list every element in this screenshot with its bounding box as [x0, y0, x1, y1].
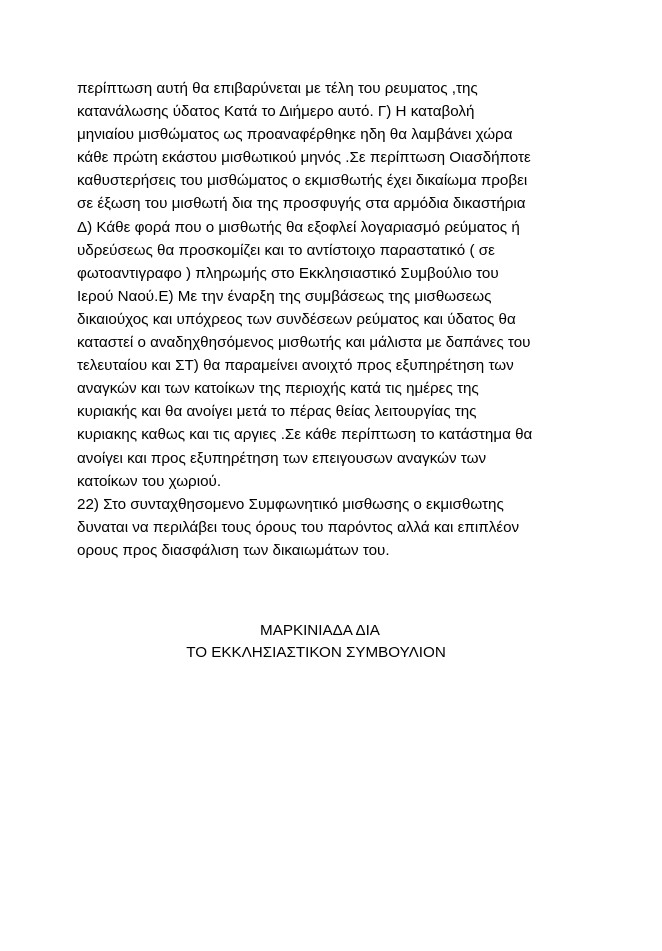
text-line: υδρεύσεως θα προσκομίζει και το αντίστοιχο παραστατικό ( σε: [77, 241, 495, 259]
text-line: κατοίκων του χωριού.: [77, 472, 222, 490]
text-line: αναγκών και των κατοίκων της περιοχής κατά τις ημέρες της: [77, 380, 479, 398]
text-line: δυναται να περιλάβει τους όρους του παρόντος αλλά και επιπλέον: [77, 518, 520, 536]
text-line: κατανάλωσης ύδατος Κατά το Διήμερο αυτό. Γ) Η καταβολή: [77, 103, 475, 121]
document-body: [77, 77, 607, 562]
text-line: μηνιαίου μισθώματος ως προαναφέρθηκε ηδη θα λαμβάνει χώρα: [77, 126, 513, 144]
text-line: 22) Στο συνταχθησομενο Συμφωνητικό μισθωσης ο εκμισθωτης: [77, 495, 504, 513]
text-line: καταστεί ο αναδηχθησόμενος μισθωτής και μάλιστα με δαπάνες του: [77, 334, 531, 352]
text-line: Ιερού Ναού.Ε) Με την έναρξη της συμβάσεως της μισθωσεως: [77, 287, 492, 305]
text-line: Δ) Κάθε φορά που ο μισθωτής θα εξοφλεί λογαριασμό ρεύματος ή: [77, 218, 520, 236]
text-line: περίπτωση αυτή θα επιβαρύνεται με τέλη του ρευματος ,της: [77, 80, 478, 97]
signature-line-2: ΤΟ ΕΚΚΛΗΣΙΑΣΤΙΚΟΝ ΣΥΜΒΟΥΛΙΟΝ: [186, 644, 446, 661]
text-line: ανοίγει και προς εξυπηρέτηση των επειγουσων αναγκών των: [77, 449, 487, 467]
text-line: κυριακης καθως και τις αργιες .Σε κάθε περίπτωση το κατάστημα θα: [77, 426, 533, 444]
text-line: κυριακής και θα ανοίγει μετά το πέρας θείας λειτουργίας της: [77, 403, 477, 421]
text-line: τελευταίου και ΣΤ) θα παραμείνει ανοιχτό προς εξυπηρέτηση των: [77, 357, 514, 375]
text-line: καθυστερήσεις του μισθώματος ο εκμισθωτής έχει δικαίωμα προβει: [77, 172, 528, 190]
signature-line-1: ΜΑΡΚΙΝΙΑΔΑ ΔΙΑ: [260, 622, 380, 639]
text-line: σε έξωση του μισθωτή δια της προσφυγής στα αρμόδια δικαστήρια: [77, 195, 526, 213]
text-line: φωτοαντιγραφο ) πληρωμής στο Εκκλησιαστικό Συμβούλιο του: [77, 264, 499, 282]
text-line: κάθε πρώτη εκάστου μισθωτικού μηνός .Σε περίπτωση Οιασδήποτε: [77, 149, 531, 167]
text-line: ορους προς διασφάλιση των δικαιωμάτων του.: [77, 541, 390, 559]
text-line: δικαιούχος και υπόχρεος των συνδέσεων ρεύματος και ύδατος θα: [77, 310, 516, 328]
